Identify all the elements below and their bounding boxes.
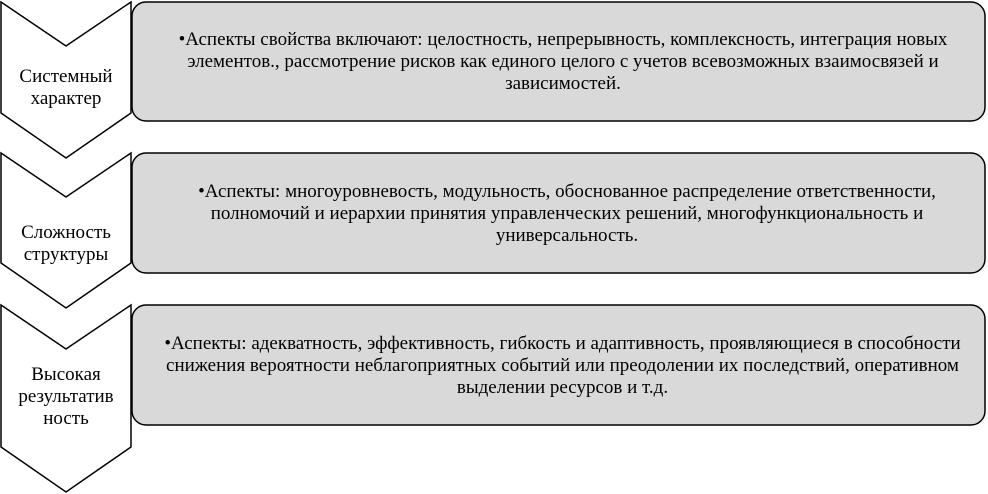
row-1-label: Системный характер (19, 66, 113, 109)
row-2-aspects-text: •Аспекты: многоуровневость, модульность, обоснованное распределение ответственности, полномочий и иерархии принятия управленческих решений, многофункциональность и универсальность. (198, 181, 936, 246)
row-3-aspects-text: •Аспекты: адекватность, эффективность, гибкость и адаптивность, проявляющиеся в способности снижения вероятности неблагоприятных событий или преодолении их последствий, оперативном выделении ресурсов и т.д. (164, 333, 961, 398)
row-2-label: Сложность структуры (21, 222, 111, 265)
row-1-aspects-text: •Аспекты свойства включают: целостность, непрерывность, комплексность, интеграция новых элементов., рассмотрение рисков как единого целого с учетов всевозможных взаимосвязей и зависимостей. (178, 29, 948, 94)
row-3-label: Высокая результатив ность (18, 364, 114, 429)
